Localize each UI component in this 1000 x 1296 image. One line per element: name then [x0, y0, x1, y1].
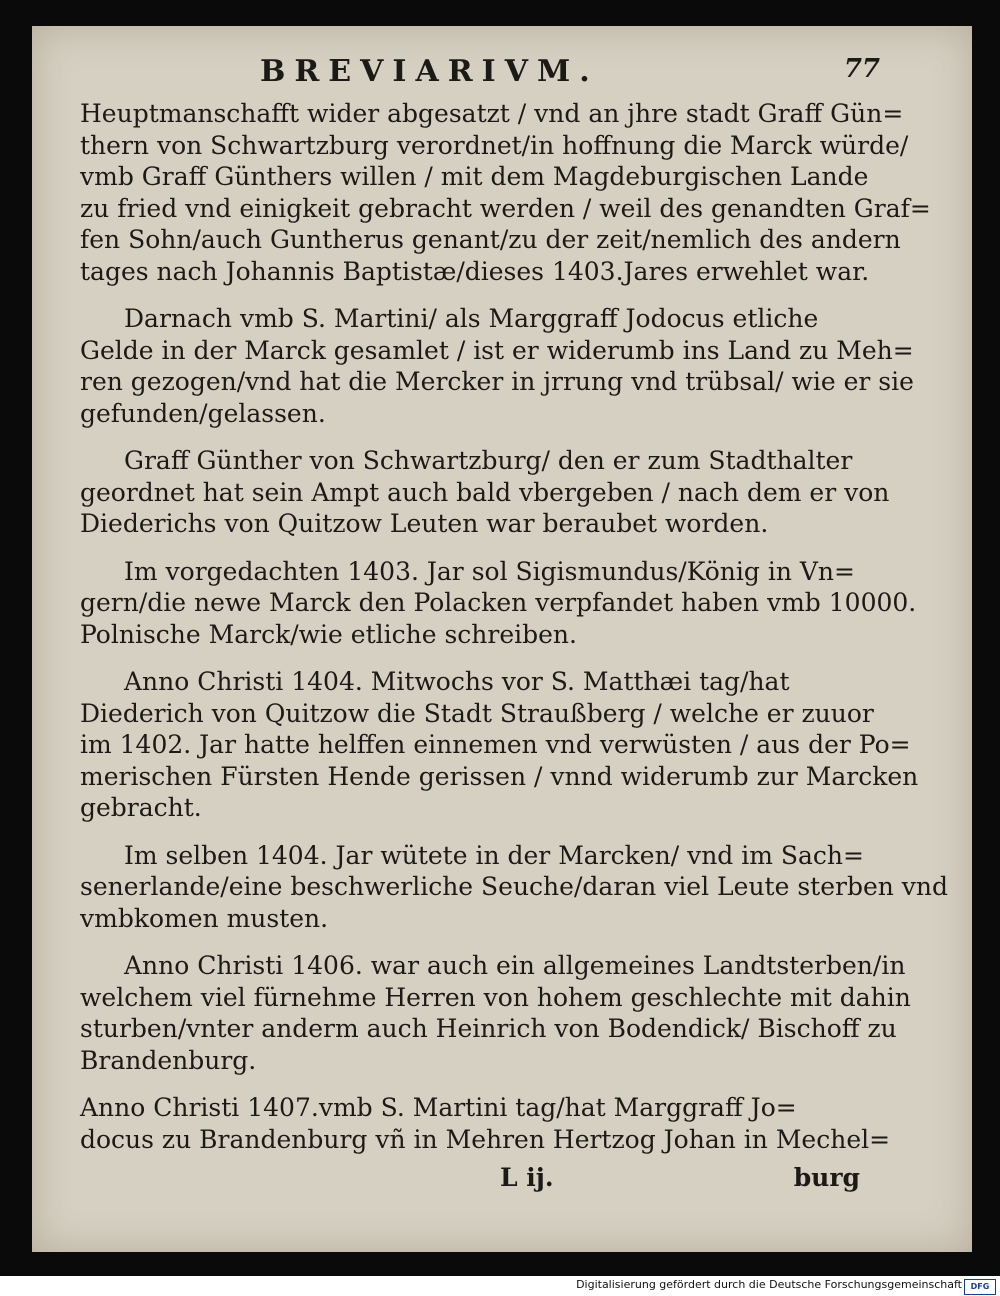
text-line: vmbkomen musten. [80, 903, 329, 933]
text-line: Graff Günther von Schwartzburg/ den er zum Stadthalter [124, 446, 853, 475]
text-line: Anno Christi 1407.vmb S. Martini tag/hat Marggraff Jo= [80, 1093, 797, 1122]
text-line: ren gezogen/vnd hat die Mercker in jrrung vnd trübsal/ wie er sie [80, 367, 914, 396]
page-footer [80, 1163, 860, 1199]
text-line: docus zu Brandenburg vñ in Mehren Hertzog Johan in Mechel= [80, 1124, 891, 1154]
text-line: Im vorgedachten 1403. Jar sol Sigismundus/König in Vn= [124, 556, 855, 586]
text-line: vmb Graff Günthers willen / mit dem Magdeburgischen Lande [80, 162, 869, 191]
paragraph-4 [80, 556, 917, 651]
text-line: zu fried vnd einigkeit gebracht werden / weil des genandten Graf= [80, 193, 931, 223]
paragraph-3 [80, 445, 890, 540]
book-page [32, 26, 972, 1252]
text-line: geordnet hat sein Ampt auch bald vbergeben / nach dem er von [80, 477, 890, 507]
paragraph-6 [80, 840, 949, 935]
text-line: thern von Schwartzburg verordnet/in hoffnung die Marck würde/ [80, 130, 909, 160]
text-line: fen Sohn/auch Guntherus genant/zu der zeit/nemlich des andern [80, 225, 901, 254]
text-line: Diederichs von Quitzow Leuten war beraubet worden. [80, 509, 769, 538]
paragraph-2 [80, 303, 914, 429]
text-line: Im selben 1404. Jar wütete in der Marcken/ vnd im Sach= [124, 840, 864, 870]
text-line: Diederich von Quitzow die Stadt Straußberg / welche er zuuor [80, 698, 874, 728]
text-line: Heuptmanschafft wider abgesatzt / vnd an jhre stadt Graff Gün= [80, 99, 904, 128]
text-line: gebracht. [80, 793, 202, 822]
page-header [80, 54, 880, 98]
page-text-block [80, 54, 949, 1199]
folio-number: 77 [843, 54, 880, 84]
text-line: Brandenburg. [80, 1045, 257, 1075]
paragraph-7 [80, 950, 911, 1076]
signature-mark: L ij. [500, 1163, 554, 1192]
text-line: tages nach Johannis Baptistæ/dieses 1403.Jares erwehlet war. [80, 256, 870, 286]
text-line: senerlande/eine beschwerliche Seuche/daran viel Leute sterben vnd [80, 872, 949, 901]
paragraph-1 [80, 98, 931, 287]
credit-bar [0, 1276, 1000, 1296]
text-line: gern/die newe Marck den Polacken verpfandet haben vmb 10000. [80, 588, 917, 617]
text-line: Darnach vmb S. Martini/ als Marggraff Jodocus etliche [124, 304, 819, 333]
paragraph-8 [80, 1092, 891, 1155]
text-line: im 1402. Jar hatte helffen einnemen vnd verwüsten / aus der Po= [80, 730, 911, 759]
funding-credit: Digitalisierung gefördert durch die Deutsche Forschungsgemeinschaft [576, 1278, 962, 1291]
paragraph-5 [80, 666, 919, 824]
text-line: welchem viel fürnehme Herren von hohem geschlechte mit dahin [80, 982, 911, 1012]
text-line: Anno Christi 1406. war auch ein allgemeines Landtsterben/in [124, 951, 906, 980]
text-line: Anno Christi 1404. Mitwochs vor S. Matthæi tag/hat [124, 667, 790, 696]
running-title: BREVIARIVM. [260, 54, 599, 89]
dfg-logo-icon: DFG [964, 1279, 996, 1295]
text-line: sturben/vnter anderm auch Heinrich von Bodendick/ Bischoff zu [80, 1014, 897, 1043]
text-line: merischen Fürsten Hende gerissen / vnnd widerumb zur Marcken [80, 761, 919, 791]
text-line: gefunden/gelassen. [80, 398, 326, 428]
text-line: Gelde in der Marck gesamlet / ist er widerumb ins Land zu Meh= [80, 335, 914, 365]
catchword: burg [793, 1163, 860, 1192]
text-line: Polnische Marck/wie etliche schreiben. [80, 619, 577, 649]
